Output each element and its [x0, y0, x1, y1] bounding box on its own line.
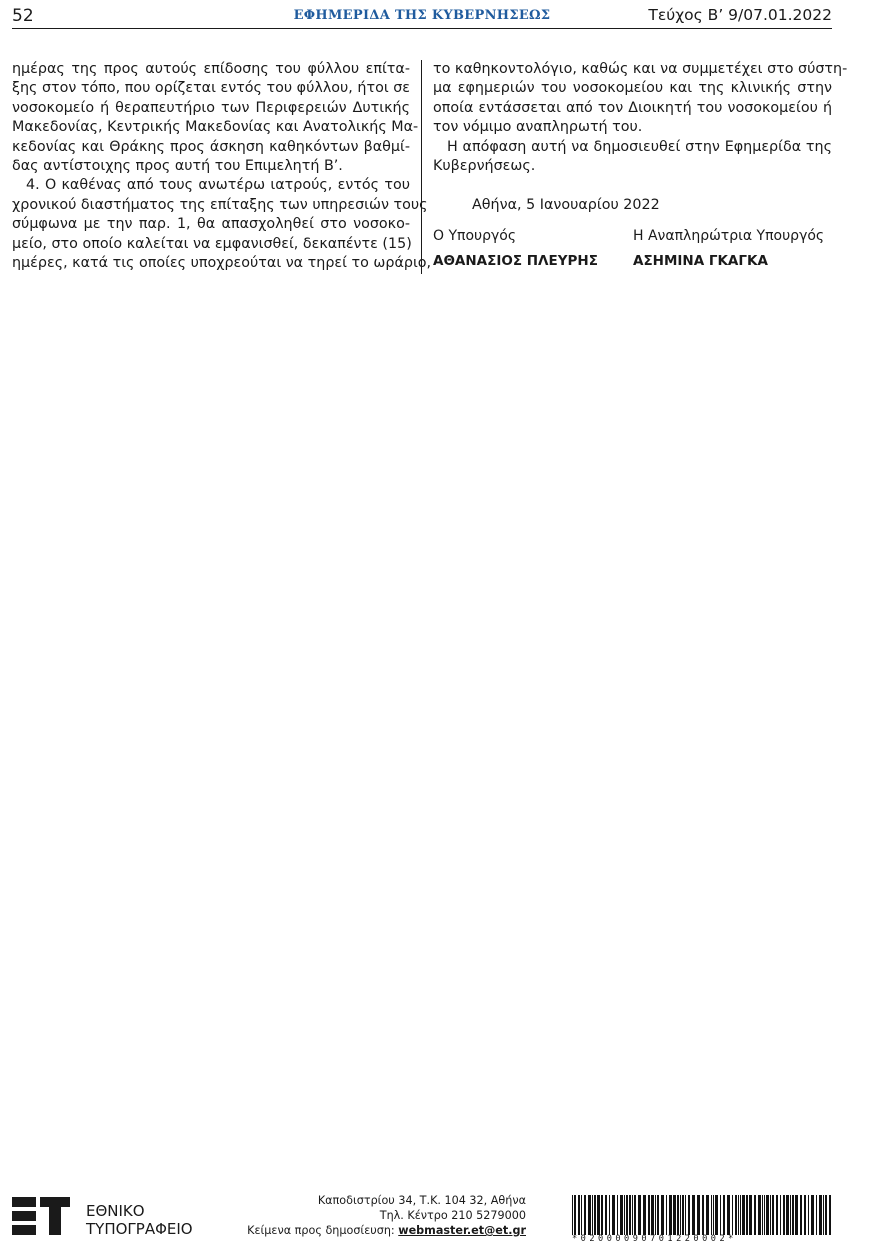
barcode-bar — [632, 1195, 633, 1235]
submission-label: Κείμενα προς δημοσίευση: — [247, 1224, 395, 1237]
right-column — [433, 60, 848, 176]
barcode-bar — [713, 1195, 714, 1235]
barcode-bar — [772, 1195, 774, 1235]
barcode-bar — [584, 1195, 586, 1235]
barcode-bar — [578, 1195, 580, 1235]
barcode-bar — [715, 1195, 718, 1235]
page-number: 52 — [12, 6, 34, 26]
barcode-bar — [655, 1195, 656, 1235]
barcode-bar — [581, 1195, 582, 1235]
signing-date: Αθήνα, 5 Ιανουαρίου 2022 — [472, 197, 660, 213]
barcode-bar — [825, 1195, 827, 1235]
barcode-bar — [651, 1195, 654, 1235]
barcode-bar — [661, 1195, 664, 1235]
barcode-bar — [792, 1195, 794, 1235]
barcode-bar — [706, 1195, 709, 1235]
signatory-role: Η Αναπληρώτρια Υπουργός — [633, 228, 825, 244]
barcode-bar — [617, 1195, 618, 1235]
barcode-bar — [574, 1195, 576, 1235]
footer-address-block — [247, 1193, 526, 1238]
barcode-bar — [673, 1195, 676, 1235]
barcode-bar — [808, 1195, 809, 1235]
footer-address: Καποδιστρίου 34, Τ.Κ. 104 32, Αθήνα — [317, 1194, 526, 1207]
text-line: ξης στον τόπο, που ορίζεται εντός του φύλλου, ήτοι σε — [12, 80, 410, 97]
barcode-bar — [746, 1195, 748, 1235]
footer-phone: Τηλ. Κέντρο 210 5279000 — [379, 1209, 526, 1222]
text-line: σύμφωνα με την παρ. 1, θα απασχοληθεί στο νοσοκο- — [12, 216, 410, 233]
barcode-bar — [829, 1195, 831, 1235]
barcode-bar — [643, 1195, 646, 1235]
barcode-bar — [629, 1195, 631, 1235]
submission-email-link[interactable]: webmaster.et@et.gr — [398, 1224, 526, 1237]
barcode-bar — [732, 1195, 733, 1235]
text-line: Μακεδονίας, Κεντρικής Μακεδονίας και Ανατολικής Μα- — [12, 119, 419, 136]
barcode-bar — [770, 1195, 771, 1235]
national-printing-office-logo — [12, 1193, 202, 1243]
barcode-bar — [682, 1195, 684, 1235]
text-line: Κυβερνήσεως. — [433, 158, 536, 175]
barcode-bar — [816, 1195, 817, 1235]
logo-text-line: ΤΥΠΟΓΡΑΦΕΙΟ — [86, 1220, 193, 1238]
barcode-bar — [624, 1195, 625, 1235]
page-header — [12, 4, 832, 28]
barcode-bar — [680, 1195, 681, 1235]
barcode-bar — [811, 1195, 814, 1235]
barcode-bar — [688, 1195, 690, 1235]
barcode-bar — [720, 1195, 721, 1235]
barcode-bar — [780, 1195, 781, 1235]
text-line: ημέρες, κατά τις οποίες υποχρεούται να τηρεί το ωράριο, — [12, 255, 432, 272]
text-line: Η απόφαση αυτή να δημοσιευθεί στην Εφημερίδα της — [447, 138, 832, 155]
text-line: το καθηκοντολόγιο, καθώς και να συμμετέχει στο σύστη- — [433, 61, 848, 77]
barcode-bar — [677, 1195, 679, 1235]
barcode — [572, 1195, 832, 1235]
text-line: τον νόμιμο αναπληρωτή του. — [433, 119, 643, 136]
barcode-bar — [648, 1195, 650, 1235]
barcode-bar — [601, 1195, 603, 1235]
text-line: κεδονίας και Θράκης προς άσκηση καθηκόντων βαθμί- — [12, 138, 410, 155]
barcode-bar — [764, 1195, 765, 1235]
barcode-bar — [592, 1195, 593, 1235]
barcode-bar — [711, 1195, 712, 1235]
left-column — [12, 60, 432, 273]
signatory-name: ΑΣΗΜΙΝΑ ΓΚΑΓΚΑ — [633, 253, 768, 269]
barcode-bar — [638, 1195, 641, 1235]
barcode-bar — [758, 1195, 761, 1235]
barcode-bar — [588, 1195, 591, 1235]
barcode-bar — [666, 1195, 667, 1235]
barcode-bar — [776, 1195, 778, 1235]
barcode-bar — [669, 1195, 672, 1235]
barcode-bar — [626, 1195, 628, 1235]
signatory-name: ΑΘΑΝΑΣΙΟΣ ΠΛΕΥΡΗΣ — [433, 253, 598, 269]
barcode-bar — [786, 1195, 789, 1235]
barcode-bar — [742, 1195, 745, 1235]
text-line: χρονικού διαστήματος της επίταξης των υπηρεσιών τους — [12, 196, 428, 213]
text-line: ημέρας της προς αυτούς επίδοσης του φύλλου επίτα- — [12, 61, 410, 77]
barcode-bar — [790, 1195, 791, 1235]
barcode-bar — [800, 1195, 802, 1235]
barcode-digits: *02000090701220002* — [572, 1234, 737, 1244]
barcode-bar — [819, 1195, 822, 1235]
barcode-bar — [657, 1195, 659, 1235]
barcode-bar — [749, 1195, 752, 1235]
barcode-bar — [605, 1195, 607, 1235]
issue-number: Τεύχος Β’ 9/07.01.2022 — [648, 6, 832, 24]
barcode-bar — [702, 1195, 704, 1235]
barcode-bar — [597, 1195, 600, 1235]
barcode-bar — [609, 1195, 610, 1235]
barcode-bar — [723, 1195, 725, 1235]
barcode-bar — [762, 1195, 763, 1235]
barcode-bar — [692, 1195, 695, 1235]
barcode-bar — [795, 1195, 798, 1235]
et-logo-icon — [12, 1197, 70, 1235]
barcode-bar — [634, 1195, 636, 1235]
logo-text-line: ΕΘΝΙΚΟ — [86, 1202, 145, 1220]
text-line: 4. Ο καθένας από τους ανωτέρω ιατρούς, εντός του — [26, 177, 410, 194]
barcode-bar — [612, 1195, 615, 1235]
text-line: μείο, στο οποίο καλείται να εμφανισθεί, δεκαπέντε (15) — [12, 235, 412, 252]
barcode-bar — [697, 1195, 700, 1235]
gazette-title: ΕΦΗΜΕΡΙΔΑ ΤΗΣ ΚΥΒΕΡΝΗΣΕΩΣ — [293, 8, 551, 23]
barcode-bar — [594, 1195, 596, 1235]
barcode-bar — [823, 1195, 824, 1235]
text-line: οποία εντάσσεται από τον Διοικητή του νοσοκομείου ή — [433, 99, 832, 116]
text-line: μα εφημεριών του νοσοκομείου και της κλινικής στην — [433, 80, 832, 97]
barcode-bar — [783, 1195, 785, 1235]
barcode-bar — [754, 1195, 756, 1235]
column-divider — [421, 60, 422, 274]
barcode-bar — [735, 1195, 737, 1235]
signatory-role: Ο Υπουργός — [433, 228, 517, 244]
barcode-bar — [620, 1195, 623, 1235]
barcode-bar — [727, 1195, 730, 1235]
barcode-bar — [685, 1195, 686, 1235]
barcode-bar — [804, 1195, 806, 1235]
barcode-bar — [766, 1195, 769, 1235]
barcode-bar — [738, 1195, 739, 1235]
barcode-bar — [572, 1195, 573, 1235]
text-line: δας αντίστοιχης προς αυτή του Επιμελητή Β’. — [12, 158, 343, 175]
text-line: νοσοκομείο ή θεραπευτήριο των Περιφερειών Δυτικής — [12, 99, 410, 116]
header-rule — [12, 28, 832, 29]
barcode-bar — [740, 1195, 741, 1235]
